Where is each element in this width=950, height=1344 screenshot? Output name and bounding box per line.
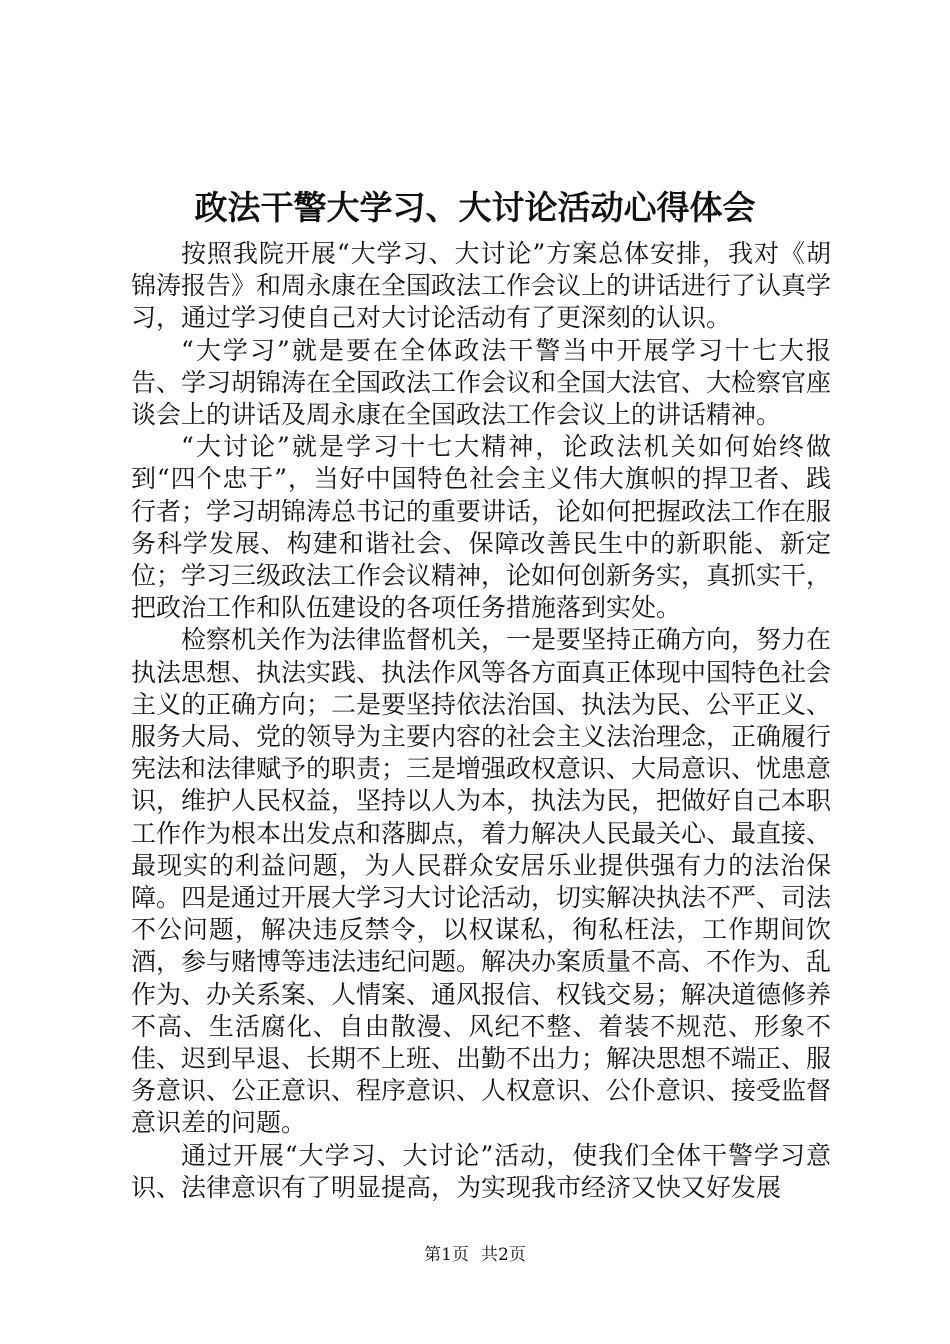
paragraph-2: “大学习”就是要在全体政法干警当中开展学习十七大报告、学习胡锦涛在全国政法工作会议和全国大法官、大检察官座谈会上的讲话及周永康在全国政法工作会议上的讲话精神。 [131,335,832,430]
document-body [131,238,831,1204]
page-number: 第1页 [424,1245,469,1265]
page-footer [0,1244,950,1266]
paragraph-4: 检察机关作为法律监督机关，一是要坚持正确方向，努力在执法思想、执法实践、执法作风等各方面真正体现中国特色社会主义的正确方向；二是要坚持依法治国、执法为民、公平正义、服务大局、党的领导为主要内容的社会主义法治理念，正确履行宪法和法律赋予的职责；三是增强政权意识、大局意识、忧患意识，维护人民权益，坚持以人为本，执法为民，把做好自己本职工作作为根本出发点和落脚点，着力解决人民最关心、最直接、最现实的利益问题，为人民群众安居乐业提供强有力的法治保障。四是通过开展大学习大讨论活动，切实解决执法不严、司法不公问题，解决违反禁令，以权谋私，徇私枉法，工作期间饮酒，参与赌博等违法违纪问题。解决办案质量不高、不作为、乱作为、办关系案、人情案、通风报信、权钱交易；解决道德修养不高、生活腐化、自由散漫、风纪不整、着装不规范、形象不佳、迟到早退、长期不上班、出勤不出力；解决思想不端正、服务意识、公正意识、程序意识、人权意识、公仆意识、接受监督意识差的问题。 [131,625,832,1138]
document-title: 政法干警大学习、大讨论活动心得体会 [194,188,756,227]
page-total: 共2页 [481,1245,526,1265]
paragraph-5: 通过开展“大学习、大讨论”活动，使我们全体干警学习意识、法律意识有了明显提高，为实现我市经济又快又好发展 [131,1140,831,1202]
paragraph-3: “大讨论”就是学习十七大精神，论政法机关如何始终做到“四个忠于”，当好中国特色社会主义伟大旗帜的捍卫者、践行者；学习胡锦涛总书记的重要讲话，论如何把握政法工作在服务科学发展、构建和谐社会、保障改善民生中的新职能、新定位；学习三级政法工作会议精神，论如何创新务实，真抓实干，把政治工作和队伍建设的各项任务措施落到实处。 [131,432,832,623]
paragraph-1: 按照我院开展“大学习、大讨论”方案总体安排，我对《胡锦涛报告》和周永康在全国政法工作会议上的讲话进行了认真学习，通过学习使自己对大讨论活动有了更深刻的认识。 [131,239,832,333]
